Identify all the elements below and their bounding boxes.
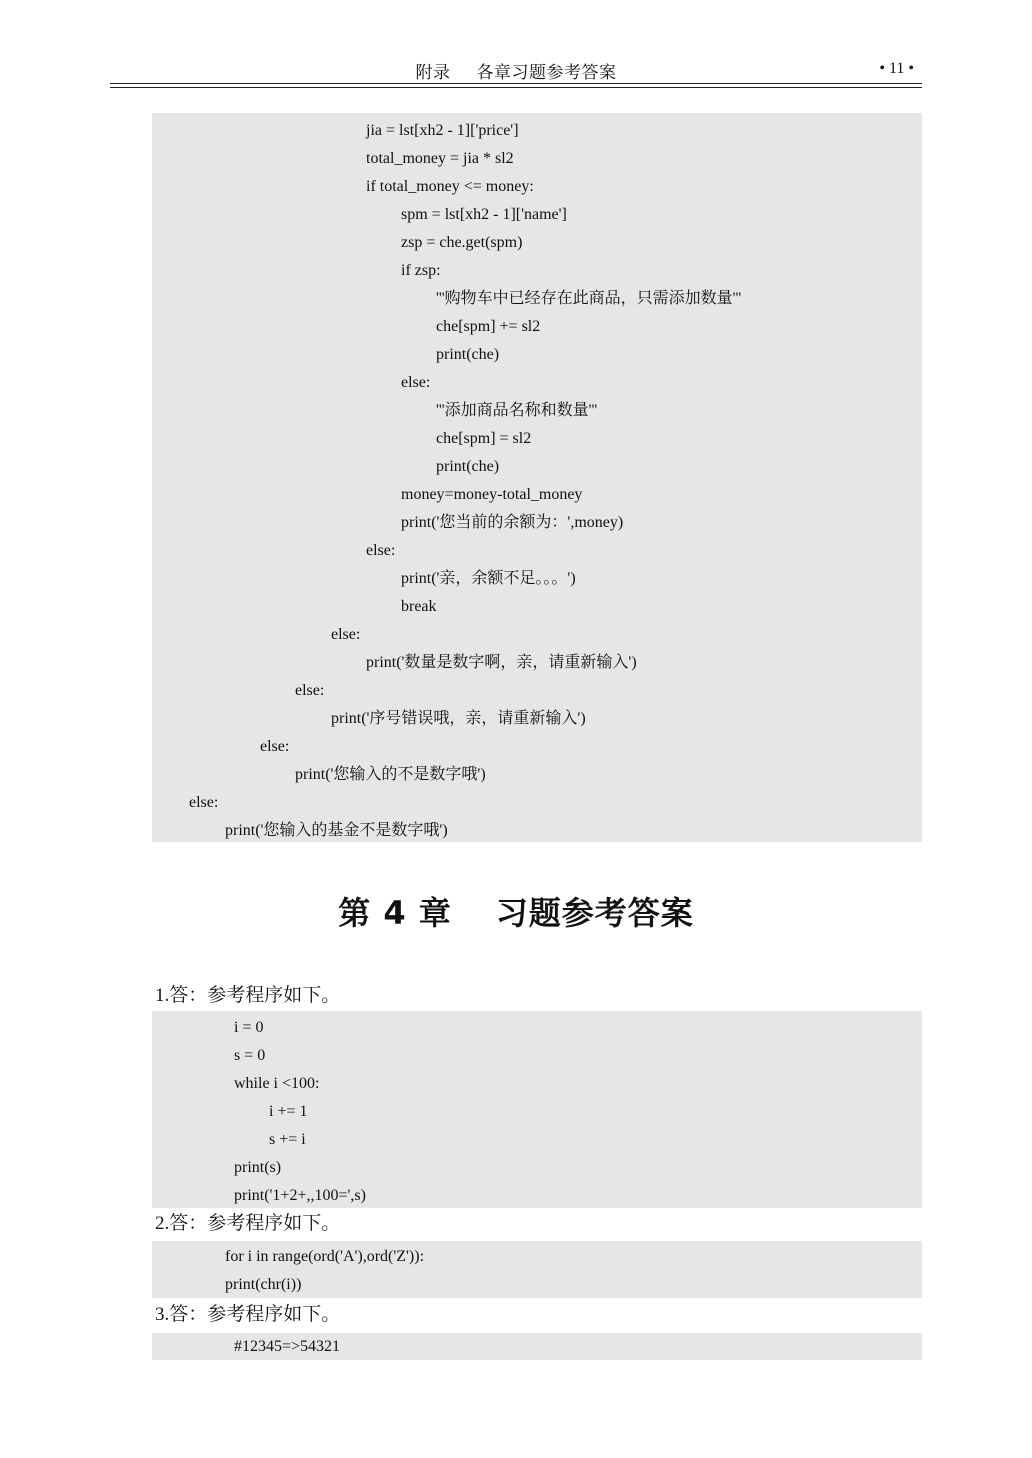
code-line: break	[401, 598, 437, 615]
code-line: money=money-total_money	[401, 486, 583, 503]
code-line: if total_money <= money:	[366, 178, 534, 195]
code-line: total_money = jia * sl2	[366, 150, 514, 167]
code-line: print('亲，余额不足。。。')	[401, 570, 576, 587]
chapter-heading	[0, 888, 1032, 934]
code-line: print(che)	[436, 458, 500, 475]
code-line: print('您当前的余额为：',money)	[401, 514, 624, 531]
code-line: '''添加商品名称和数量'''	[436, 402, 598, 419]
code-line: jia = lst[xh2 - 1]['price']	[366, 122, 519, 139]
code-line: print(s)	[234, 1159, 282, 1176]
code-line: print(che)	[436, 346, 500, 363]
code-line: '''购物车中已经存在此商品，只需添加数量'''	[436, 290, 742, 307]
code-block-continued	[152, 113, 922, 842]
code-line: print('1+2+,,100=',s)	[234, 1187, 366, 1204]
code-line: print(chr(i))	[225, 1276, 302, 1293]
chapter-number: 第 4 章	[338, 894, 452, 932]
running-title-right: 各章习题参考答案	[476, 63, 617, 82]
code-line: i = 0	[234, 1019, 264, 1036]
code-block-answer-3	[152, 1333, 922, 1360]
running-title	[110, 58, 922, 83]
answer-label-3: 3.答：参考程序如下。	[155, 1304, 341, 1325]
code-line: else:	[260, 738, 290, 755]
header-rule-thin	[110, 87, 922, 88]
code-block-answer-2	[152, 1241, 922, 1298]
code-line: else:	[401, 374, 431, 391]
code-line: print('您输入的不是数字哦')	[295, 766, 486, 783]
chapter-title-text: 习题参考答案	[495, 894, 694, 932]
code-line: while i <100:	[234, 1075, 320, 1092]
code-line: print('序号错误哦，亲，请重新输入')	[331, 710, 586, 727]
code-line: print('您输入的基金不是数字哦')	[225, 822, 448, 839]
code-line: else:	[189, 794, 219, 811]
code-line: else:	[295, 682, 325, 699]
header-rule-thick	[110, 83, 922, 84]
code-line: i += 1	[269, 1103, 308, 1120]
answer-label-2: 2.答：参考程序如下。	[155, 1213, 341, 1234]
code-line: spm = lst[xh2 - 1]['name']	[401, 206, 567, 223]
code-line: print('数量是数字啊，亲，请重新输入')	[366, 654, 637, 671]
code-line: for i in range(ord('A'),ord('Z')):	[225, 1248, 425, 1265]
code-line: s = 0	[234, 1047, 266, 1064]
page-header	[110, 58, 922, 84]
code-line: else:	[366, 542, 396, 559]
code-block-answer-1	[152, 1011, 922, 1208]
code-line: s += i	[269, 1131, 306, 1148]
page-number: • 11 •	[879, 60, 914, 77]
code-line: #12345=>54321	[234, 1338, 341, 1355]
answer-label-1: 1.答：参考程序如下。	[155, 985, 341, 1006]
code-line: che[spm] = sl2	[436, 430, 532, 447]
code-line: che[spm] += sl2	[436, 318, 541, 335]
code-line: zsp = che.get(spm)	[401, 234, 523, 251]
running-title-left: 附录	[415, 63, 451, 82]
code-line: else:	[331, 626, 361, 643]
code-line: if zsp:	[401, 262, 441, 279]
